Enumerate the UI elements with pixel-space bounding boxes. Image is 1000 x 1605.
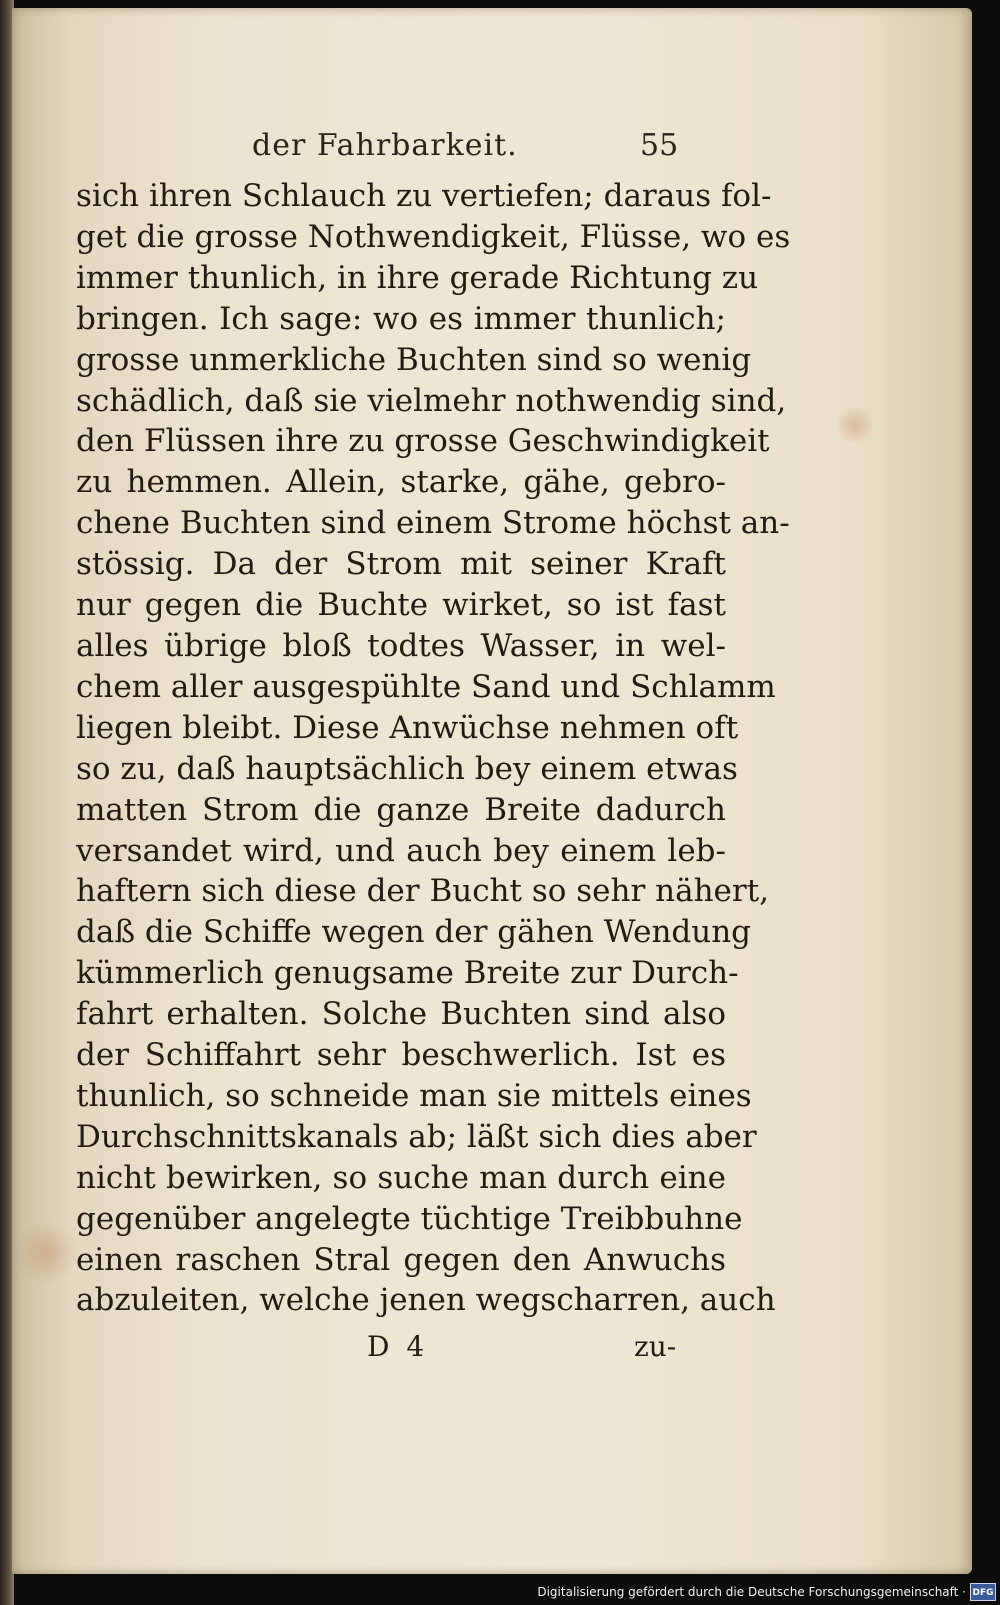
- text-line: sich ihren Schlauch zu vertiefen; daraus fol-: [76, 178, 772, 214]
- digitization-credit: Digitalisierung gefördert durch die Deutsche Forschungsgemeinschaft ·: [537, 1585, 966, 1599]
- text-line: liegen bleibt. Diese Anwüchse nehmen oft: [76, 709, 739, 746]
- running-head-title: der Fahrbarkeit.: [252, 128, 518, 163]
- text-line: alles übrige bloß todtes Wasser, in wel-: [76, 627, 726, 664]
- text-line: den Flüssen ihre zu grosse Geschwindigkeit: [76, 423, 770, 460]
- paper-stain: [16, 1218, 76, 1288]
- text-line: matten Strom die ganze Breite dadurch: [76, 791, 726, 828]
- text-line: get die grosse Nothwendigkeit, Flüsse, wo es: [76, 218, 791, 255]
- text-line: stössig. Da der Strom mit seiner Kraft: [76, 546, 726, 583]
- text-line: gegenüber angelegte tüchtige Treibbuhne: [76, 1200, 743, 1237]
- dfg-logo: DFG: [970, 1583, 996, 1601]
- paper-stain: [838, 403, 872, 447]
- signature-mark: D 4: [367, 1330, 429, 1363]
- body-text: [76, 176, 791, 1321]
- text-line: chene Buchten sind einem Strome höchst an-: [76, 505, 790, 542]
- text-line: zu hemmen. Allein, starke, gähe, gebro-: [76, 464, 726, 501]
- text-line: nur gegen die Buchte wirket, so ist fast: [76, 587, 726, 624]
- text-line: haftern sich diese der Bucht so sehr nähert,: [76, 873, 770, 910]
- text-line: fahrt erhalten. Solche Buchten sind also: [76, 996, 726, 1033]
- text-line: chem aller ausgespühlte Sand und Schlamm: [76, 668, 776, 705]
- text-line: versandet wird, und auch bey einem leb-: [76, 832, 726, 869]
- running-head: [12, 128, 972, 178]
- text-line: abzuleiten, welche jenen wegscharren, auch: [76, 1282, 776, 1319]
- text-line: grosse unmerkliche Buchten sind so wenig: [76, 341, 752, 378]
- text-line: einen raschen Stral gegen den Anwuchs: [76, 1241, 726, 1278]
- text-line: nicht bewirken, so suche man durch eine: [76, 1159, 726, 1196]
- text-line: der Schiffahrt sehr beschwerlich. Ist es: [76, 1037, 726, 1074]
- text-line: so zu, daß hauptsächlich bey einem etwas: [76, 750, 738, 787]
- text-line: daß die Schiffe wegen der gähen Wendung: [76, 914, 752, 951]
- page-number: 55: [640, 128, 679, 163]
- text-line: Durchschnittskanals ab; läßt sich dies aber: [76, 1118, 757, 1155]
- text-line: schädlich, daß sie vielmehr nothwendig sind,: [76, 382, 787, 419]
- book-page: [12, 8, 972, 1574]
- catchword: zu-: [634, 1330, 677, 1363]
- text-line: thunlich, so schneide man sie mittels eines: [76, 1077, 752, 1114]
- text-line: bringen. Ich sage: wo es immer thunlich;: [76, 300, 726, 337]
- page-footer: [12, 1330, 972, 1374]
- text-line: kümmerlich genugsame Breite zur Durch-: [76, 955, 739, 992]
- text-line: immer thunlich, in ihre gerade Richtung zu: [76, 259, 759, 296]
